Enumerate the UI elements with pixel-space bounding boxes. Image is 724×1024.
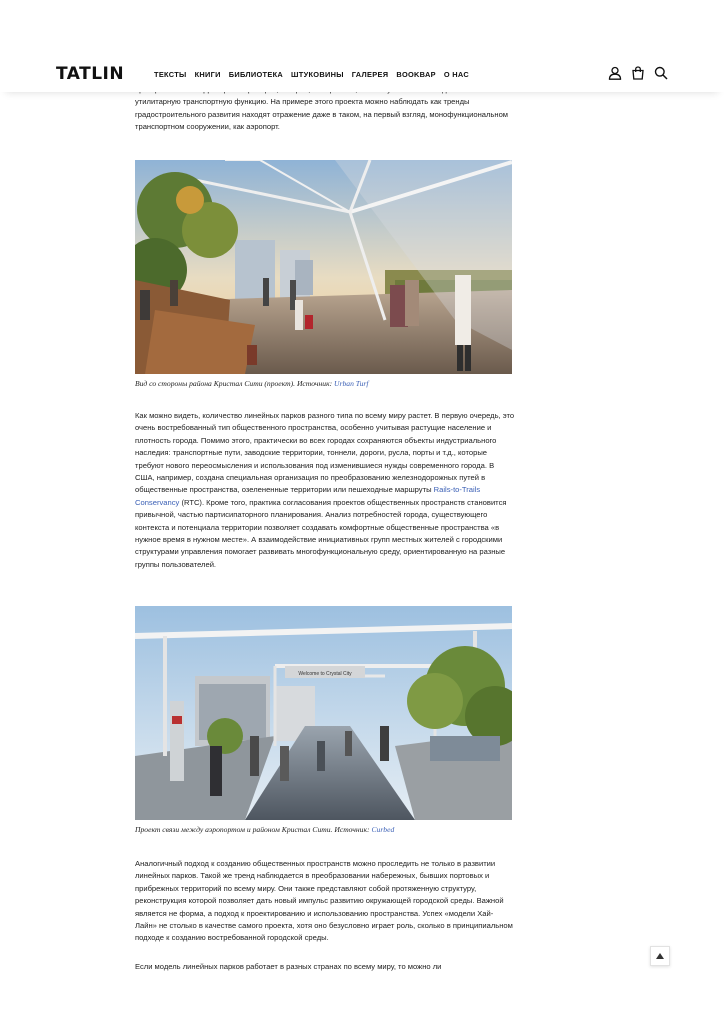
article-paragraph: Аналогичный подход к созданию общественных пространств можно проследить не только в развитии линейных парков. Такой же тренд наблюдается в преобразовании набережных, бывших портовых и прибрежных территорий по всему миру. Они также представляют собой протяженную структуру, реконструкция которой позволяет дать новый импульс развитию окружающей городской среды. Важной является не форма, а подход к проектированию и использованию пространства. Успех «модели Хай-Лайн» не столько в качестве самого проекта, хотя оно безусловно играет роль, сколько в принципиальном подходе к созданию востребованной городской среды. (135, 859, 513, 943)
photo-rooftop-terrace (135, 160, 512, 374)
article-paragraph: Если модель линейных парков работает в разных странах по всему миру, то можно ли (135, 962, 442, 971)
nav-item-library[interactable]: БИБЛИОТЕКА (228, 70, 284, 79)
figure-caption (135, 824, 512, 835)
scroll-to-top-button[interactable] (650, 946, 670, 966)
nav-item-books[interactable]: КНИГИ (194, 70, 221, 79)
intro-text: утилитарную транспортную функцию. На примере этого проекта можно наблюдать как тренды градостроительного развития находят отражение даже в таком, на первый взгляд, монофункциональном транспортном сооружении, как аэропорт. (135, 97, 509, 132)
figure-airport-connection (135, 606, 512, 835)
figure-crystal-city-view (135, 160, 512, 389)
caption-text: Вид со стороны района Кристал Сити (проект). Источник: (135, 379, 335, 388)
paragraph-text: Как можно видеть, количество линейных парков разного типа по всему миру растет. В первую очередь, это очень востребованный тип общественного пространства, особенно учитывая растущие население и плотность города. Помимо этого, практически во всех городах сохраняются объекты индустриального наследия: транспортные пути, заводские территории, тоннели, дороги, русла, порты и т.д., которые требуют нового переосмысления и использования под изменившиеся нужды современного города. В США, например, создана специальная организация по преобразованию железнодорожных путей в общественные пространства, озелененные территории или пешеходные маршруты (135, 411, 515, 495)
search-icon[interactable] (654, 66, 668, 80)
user-icon[interactable] (608, 66, 622, 80)
caption-source-link[interactable]: Curbed (371, 825, 395, 834)
nav-item-about[interactable]: О НАС (443, 70, 469, 79)
arrow-up-icon (656, 953, 664, 959)
photo-pedestrian-bridge (135, 606, 512, 820)
rooftop-terrace-illustration (135, 160, 512, 374)
paragraph-text: (RTC). Кроме того, практика согласования проектов общественных пространств становится привычной, частью партисипаторного планирования. Анализ потребностей города, существующего контекста и потенциала территории позволяет создавать комфортные общественные пространства «в нужное время в нужном месте». А взаимодействие инициативных групп местных жителей с городскими структурами управления помогает развивать многофункциональную среду, ориентированную на разные группы пользователей. (135, 497, 507, 569)
rails-to-trails-link[interactable]: Rails-to-Trails Conservancy (135, 485, 481, 507)
article-paragraph (135, 410, 515, 571)
pedestrian-bridge-illustration (135, 606, 512, 820)
site-header (0, 52, 724, 92)
caption-source-link[interactable]: Urban Turf (334, 379, 369, 388)
cart-icon[interactable] (631, 66, 645, 80)
header-icons (608, 66, 668, 80)
nav-item-texts[interactable]: ТЕКСТЫ (154, 70, 187, 79)
tatlin-logo[interactable]: TATLIN (56, 64, 125, 84)
figure-caption (135, 378, 512, 389)
nav-item-gadgets[interactable]: ШТУКОВИНЫ (291, 70, 344, 79)
nav-item-gallery[interactable]: ГАЛЕРЕЯ (351, 70, 389, 79)
main-nav (154, 70, 469, 79)
welcome-sign: Welcome to Crystal City (298, 671, 352, 677)
caption-text: Проект связи между аэропортом и районом Кристал Сити. Источник: (135, 825, 372, 834)
nav-item-bookvar[interactable]: BOOKВАР (396, 70, 436, 79)
